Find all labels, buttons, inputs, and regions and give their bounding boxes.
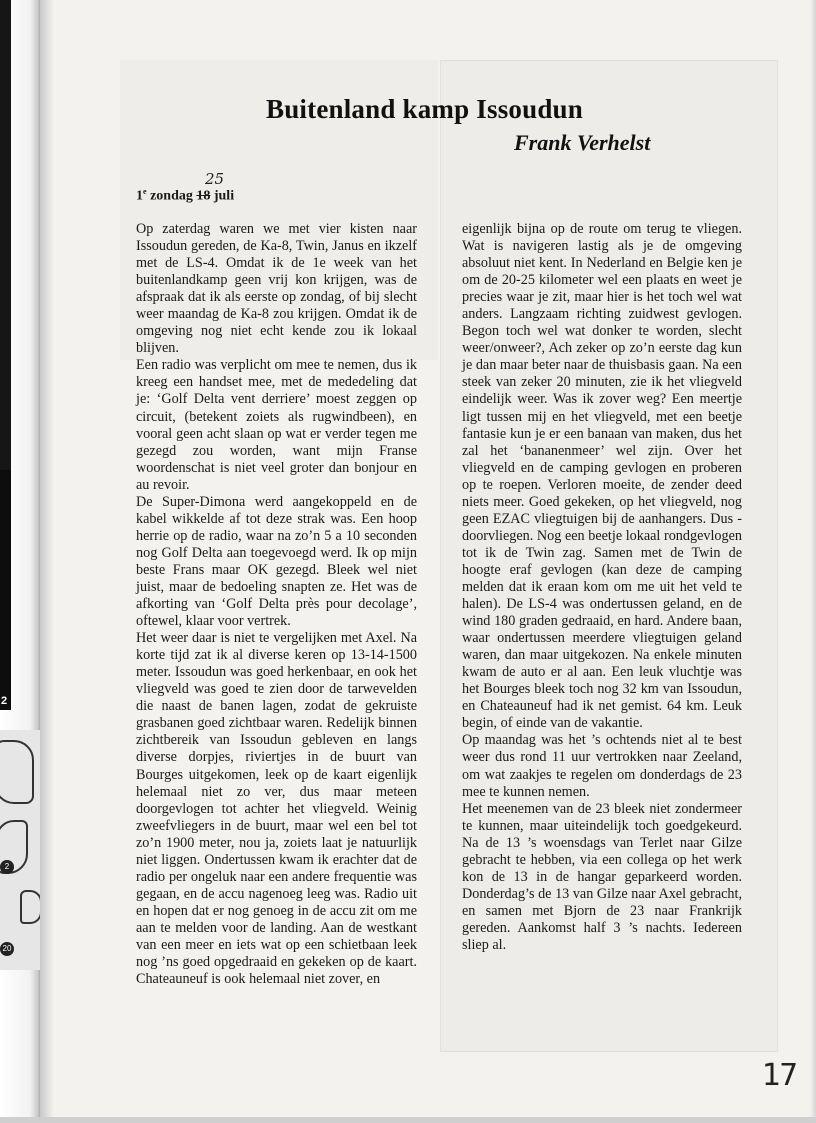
adjacent-page-black-band <box>0 0 11 470</box>
dateline-ordinal-suffix: e <box>143 187 147 196</box>
text-column-right <box>462 221 742 954</box>
dateline-month: juli <box>213 188 235 204</box>
paragraph: eigenlijk bijna op de route om terug te vliegen. Wat is navigeren lastig als je de omgeving absoluut niet kent. In Nederland en Belgie ken je om de 20-25 kilometer wel een plaats en weet je precies waar je zit, maar hier is het toch wel wat anders. Langzaam richting zuidwest gevlogen. Begon toch wel wat donker te worden, slecht weer/onweer?, Ach zeker op zo’n eerste dag kun je dan maar beter naar de thuisbasis gaan. Na een steek van zeker 20 minuten, zie ik het vliegveld eindelijk weer. Was ik zover weg? Een meertje ligt tussen mij en het vliegveld, met een beetje fantasie kun je er een banaan van maken, dus het zal het ‘bananenmeer’ wel zijn. Over het vliegveld en de camping gevlogen en proberen op te roepen. Verloren moeite, de zender deed niets meer. Goed gekeken, op het vliegveld, nog geen EZAC vliegtuigen bij de aanhangers. Dus - doorvliegen. Nog een beetje lokaal rondgevlogen tot ik de Twin zag. Samen met de Twin de hoogte eraf gevlogen (kan deze de camping melden dat ik eraan kom om me uit het veld te halen). De LS-4 was ondertussen geland, en de wind 180 graden gedraaid, en hard. Andere baan, waar ondertussen meerdere vliegtuigen geland waren, dan maar uitgekozen. Na enkele minuten kwam de auto er al aan. Een leuk vluchtje was het Bourges bleek toch nog 32 km van Issoudun, en Chateauneuf had ik net gemist. 64 km. Leuk begin, of einde van de vakantie. <box>462 221 742 732</box>
dateline <box>136 187 234 205</box>
map-outline <box>0 740 34 804</box>
paragraph: Op maandag was het ’s ochtends niet al te best weer dus rond 11 uur vertrokken naar Zeeland, om wat zaakjes te regelen om donderdags de 23 mee te kunnen nemen. <box>462 732 742 800</box>
paragraph: De Super-Dimona werd aangekoppeld en de kabel wikkelde af tot deze strak was. Een hoop herrie op de radio, waar na zo’n 5 a 10 seconden nog Golf Delta aan toegevoegd werd. Ik op mijn beste Frans maar OK gezegd. Bleek wel niet juist, maar de bedoeling snapten ze. Het was de afkorting van ‘Golf Delta près pour decolage’, oftewel, klaar voor vertrek. <box>136 493 417 630</box>
map-label-badge: 2 <box>0 860 14 874</box>
handwritten-date-correction: 25 <box>205 170 225 188</box>
paragraph: Een radio was verplicht om mee te nemen, dus ik kreeg een handset mee, met de mededeling dat je: ‘Golf Delta vent derriere’ moest zeggen op circuit, (betekent zoiets als rugwindbeen), en vooral geen acht slaan op wat er verder tegen me gezegd zou worden, want mijn Franse woordenschat is niet veel groter dan bonjour en au revoir. <box>136 357 417 493</box>
binding-shadow <box>40 0 54 1123</box>
adjacent-page-black-band-lower <box>0 470 11 710</box>
text-column-left <box>136 221 417 988</box>
map-outline <box>20 890 40 924</box>
article-author: Frank Verhelst <box>514 130 651 155</box>
map-label-badge: 20 <box>0 942 14 956</box>
paragraph: Op zaterdag waren we met vier kisten naar Issoudun gereden, de Ka-8, Twin, Janus en ikzelf met de LS-4. Omdat ik de 1e week van het buitenlandkamp geen vrij kon krijgen, was de afspraak dat ik als eerste op zondag, of bij slecht weer maandag de Ka-8 zou krijgen. Omdat ik de omgeving nog niet echt kende zou ik lokaal blijven. <box>136 221 417 357</box>
page-edge-bottom <box>0 1117 816 1123</box>
page-number: 17 <box>762 1058 797 1093</box>
adjacent-page-map-fragment <box>0 730 40 970</box>
dateline-ordinal: 1 <box>136 188 143 204</box>
page-edge-right <box>810 0 816 1123</box>
dateline-day: zondag <box>150 188 193 204</box>
paragraph: Het meenemen van de 23 bleek niet zondermeer te kunnen, maar uiteindelijk toch goedgekeurd. Na de 13 ’s woensdags van Terlet naar Gilze gebracht te hebben, via een collega op het werk kon de 13 in de hangar geparkeerd worden. Donderdag’s de 13 van Gilze naar Axel gebracht, en samen met Bjorn de 23 naar Frankrijk gereden. Aankomst half 3 ’s nachts. Iedereen sliep al. <box>462 800 742 953</box>
adjacent-page-marker: 2 <box>1 695 8 707</box>
paragraph: Het weer daar is niet te vergelijken met Axel. Na korte tijd zat ik al diverse keren op 13-14-1500 meter. Issoudun was goed herkenbaar, en ook het vliegveld was goed te zien door de tarwevelden die naast de banen lagen, zodat de gekruiste grasbanen goed zichtbaar waren. Redelijk binnen zichtbereik van Issoudun gebleven en langs diverse dorpjes, riviertjes in de buurt van Bourges uitgekomen, leek op de kaart eigenlijk helemaal niet zo ver, dus maar meteen doorgevlogen tot achter het vliegveld. Weinig zweefvliegers in de buurt, maar wel een bel tot zo’n 1900 meter, nou ja, zoiets laat je natuurlijk niet liggen. Ondertussen kwam ik erachter dat de radio per ongeluk naar een andere frequentie was gegaan, en de accu nagenoeg leeg was. Radio uit en hopen dat er nog genoeg in de accu zit om me aan te melden voor de landing. Aan de westkant van een meer en iets wat op een schietbaan leek nog ’ns goed opgedraaid en gekeken op de kaart. Chateauneuf is ook helemaal niet zover, en <box>136 630 417 988</box>
article-title: Buitenland kamp Issoudun <box>266 94 583 124</box>
dateline-struck-date: 18 <box>196 188 211 204</box>
